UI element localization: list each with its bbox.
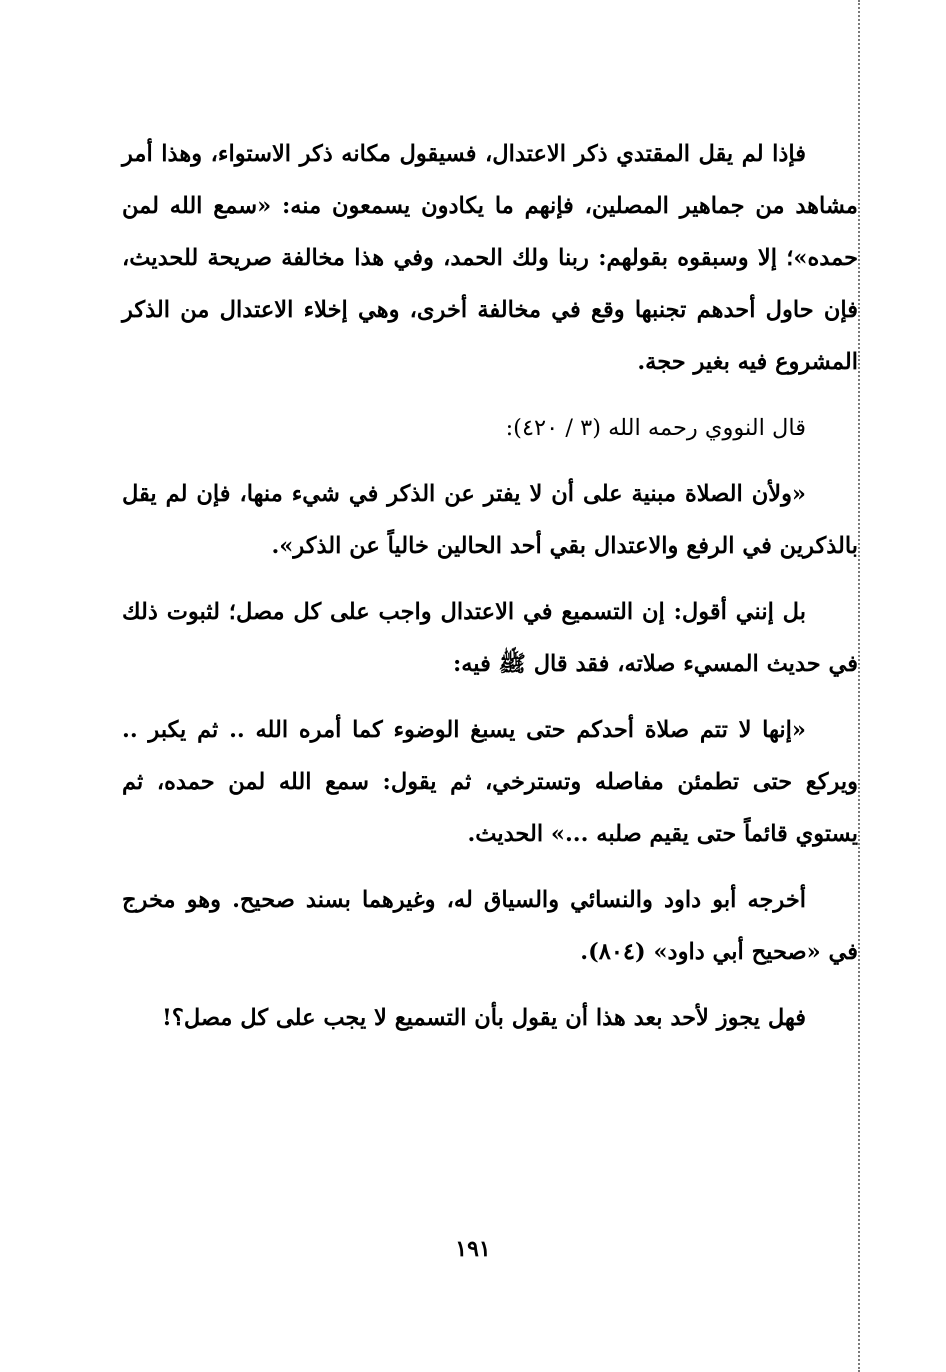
paragraph-2-nawawi-citation: قال النووي رحمه الله (٣ / ٤٢٠): (505, 415, 806, 441)
binding-edge-dotted-line (858, 0, 860, 1372)
paragraph-5-hadith: «إنها لا تتم صلاة أحدكم حتى يسبغ الوضوء كما أمره الله .. ثم يكبر .. ويركع حتى تطمئن مفاصله وتسترخي، ثم يقول: سمع الله لمن حمده، ثم يستوي قائماً حتى يقيم صلبه ...» الحديث. (122, 717, 858, 847)
body-text (122, 128, 858, 1058)
paragraph-4: بل إنني أقول: إن التسميع في الاعتدال واجب على كل مصل؛ لثبوت ذلك في حديث المسيء صلاته، فقد قال ﷺ فيه: (122, 599, 858, 677)
paragraph-7-question: فهل يجوز لأحد بعد هذا أن يقول بأن التسميع لا يجب على كل مصل؟! (162, 1005, 806, 1031)
paragraph-6-takhrij: أخرجه أبو داود والنسائي والسياق له، وغيرهما بسند صحيح. وهو مخرج في «صحيح أبي داود» (٨٠٤). (122, 887, 858, 965)
page-number: ١٩١ (455, 1236, 491, 1262)
paragraph-3-nawawi-quote: «ولأن الصلاة مبنية على أن لا يفتر عن الذكر في شيء منها، فإن لم يقل بالذكرين في الرفع والاعتدال بقي أحد الحالين خالياً عن الذكر». (122, 481, 858, 559)
paragraph-1: فإذا لم يقل المقتدي ذكر الاعتدال، فسيقول مكانه ذكر الاستواء، وهذا أمر مشاهد من جماهير المصلين، فإنهم ما يكادون يسمعون منه: «سمع الله لمن حمده»؛ إلا وسبقوه بقولهم: ربنا ولك الحمد، وفي هذا مخالفة صريحة للحديث، فإن حاول أحدهم تجنبها وقع في مخالفة أخرى، وهي إخلاء الاعتدال من الذكر المشروع فيه بغير حجة. (122, 141, 858, 375)
